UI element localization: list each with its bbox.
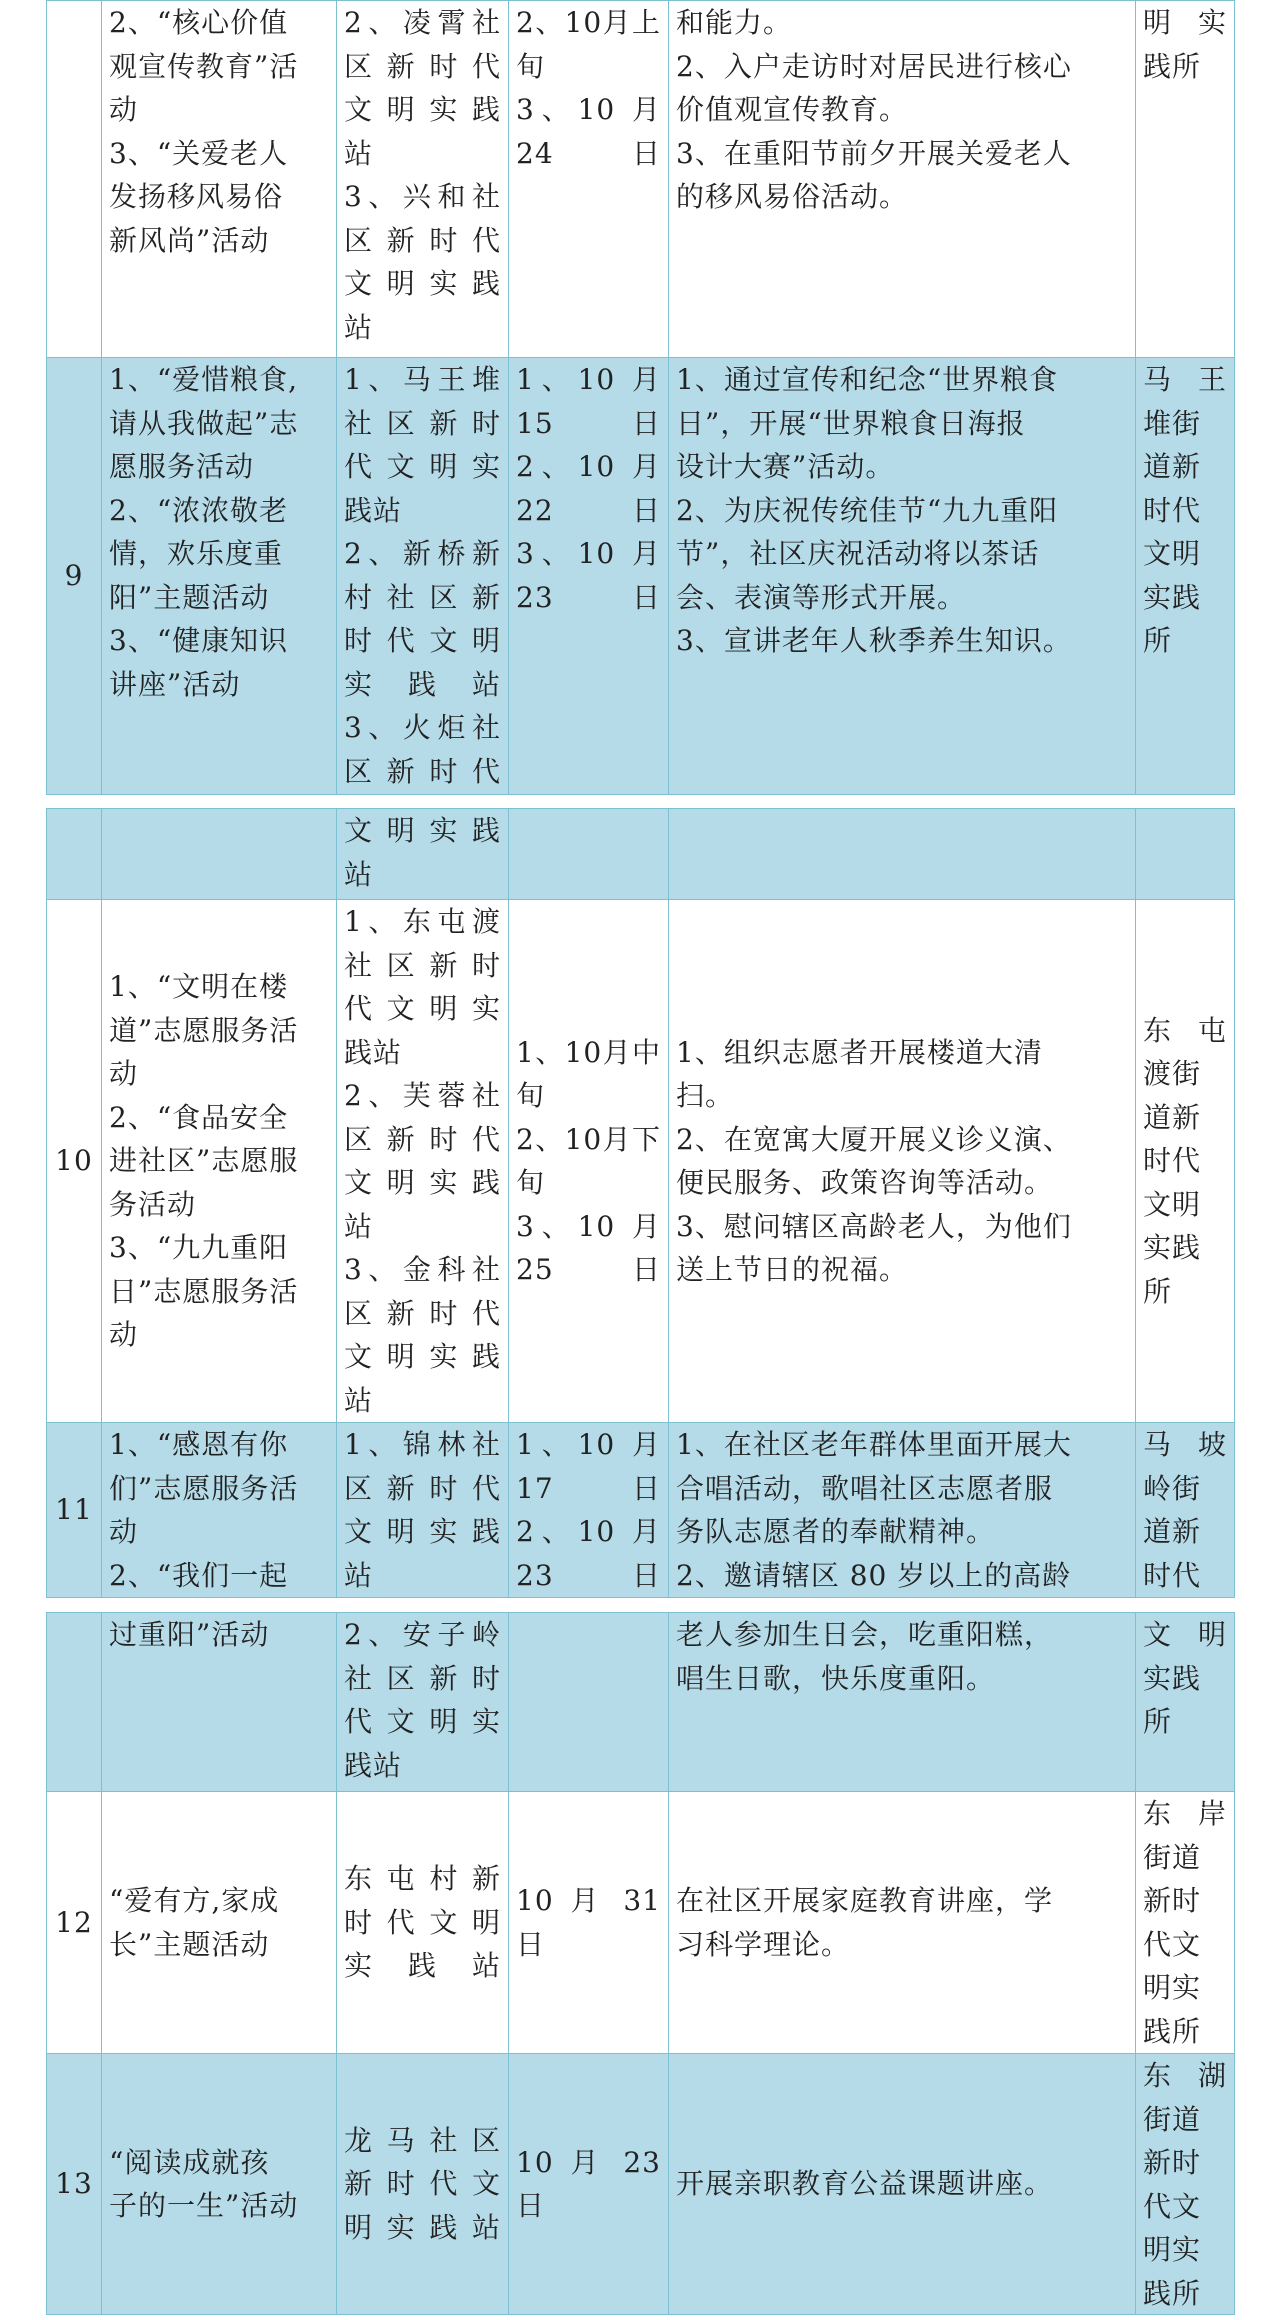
cell-activity (102, 1, 337, 358)
location-line: 区新时代 (344, 223, 501, 257)
cell-content (669, 900, 1136, 1423)
table-row (47, 358, 1235, 795)
cell-content (669, 809, 1136, 900)
org-line: 实践 (1143, 580, 1202, 614)
content-line: 节”，社区庆祝活动将以茶话 (676, 537, 1040, 570)
location-line: 文明实践 (344, 1166, 501, 1199)
content-line: 设计大赛”活动。 (676, 450, 895, 483)
cell-location (337, 358, 509, 795)
org-line: 时代 (1143, 1558, 1202, 1592)
cell-num (47, 1613, 102, 1792)
activity-table-part-1 (46, 0, 1235, 795)
activity-line: 2、“浓浓敬老 (109, 493, 289, 527)
location-line: 站 (344, 1209, 374, 1243)
cell-org (1136, 809, 1235, 900)
table-row (47, 1, 1235, 358)
content-line: 在社区开展家庭教育讲座，学 (676, 1884, 1054, 1917)
activity-line: 2、“我们一起 (109, 1558, 289, 1592)
location-line: 区新时代 (344, 1471, 501, 1505)
time-line: 2、10月下 (516, 1122, 661, 1156)
location-line: 文明实践 (344, 93, 501, 126)
table-row (47, 1613, 1235, 1792)
cell-num: 12 (47, 1792, 102, 2054)
location-line: 区新时代 (344, 1122, 501, 1156)
location-line: 实践站 (344, 667, 501, 701)
activity-line: 1、“感恩有你 (109, 1428, 289, 1461)
org-line: 践所 (1143, 49, 1202, 83)
location-line: 站 (344, 1558, 374, 1592)
org-line: 所 (1143, 1274, 1173, 1308)
cell-org (1136, 1792, 1235, 2054)
location-line: 区新时代 (344, 1296, 501, 1330)
cell-org (1136, 1, 1235, 358)
org-line: 东 湖 (1143, 2059, 1227, 2092)
location-line: 社区新时 (344, 406, 501, 440)
location-line: 代文明实 (344, 450, 501, 483)
org-line: 马 坡 (1143, 1428, 1227, 1461)
org-line: 新时 (1143, 1884, 1202, 1917)
location-line: 1、东屯渡 (344, 905, 501, 938)
content-line: 2、邀请辖区 80 岁以上的高龄 (676, 1558, 1072, 1592)
content-line: 会、表演等形式开展。 (676, 580, 967, 614)
org-line: 明实 (1143, 2233, 1202, 2266)
cell-activity (102, 1613, 337, 1792)
org-line: 道新 (1143, 1515, 1202, 1548)
time-line: 2、10月上 (516, 6, 661, 39)
cell-content (669, 1, 1136, 358)
cell-activity (102, 358, 337, 795)
location-line: 明实践站 (344, 2210, 501, 2244)
content-line: 1、组织志愿者开展楼道大清 (676, 1035, 1043, 1069)
cell-time (509, 1613, 669, 1792)
activity-line: 长”主题活动 (109, 1927, 270, 1961)
org-line: 岭街 (1143, 1471, 1202, 1505)
location-line: 东屯村新 (344, 1862, 501, 1896)
org-line: 道新 (1143, 450, 1202, 483)
time-line: 旬 (516, 1079, 546, 1112)
activity-line: 新风尚”活动 (109, 223, 270, 257)
location-line: 社区新时 (344, 1661, 501, 1695)
table-block-2 (46, 808, 1234, 1598)
table-row (47, 1423, 1235, 1598)
cell-activity (102, 809, 337, 900)
activity-line: 过重阳”活动 (109, 1618, 270, 1651)
time-line: 日 (516, 1927, 546, 1961)
cell-content (669, 1792, 1136, 2054)
content-line: 1、通过宣传和纪念“世界粮食 (676, 363, 1059, 396)
content-line: 价值观宣传教育。 (676, 93, 909, 126)
activity-line: 日”志愿服务活 (109, 1274, 299, 1308)
time-line: 10 月 23 (516, 2145, 661, 2179)
org-line: 道新 (1143, 1100, 1202, 1134)
time-line: 22日 (516, 493, 661, 527)
location-line: 文明实践 (344, 1340, 501, 1373)
location-line: 2、芙蓉社 (344, 1079, 501, 1112)
activity-line: 务活动 (109, 1187, 197, 1221)
time-line: 1、10 月 (516, 1428, 661, 1461)
time-line: 日 (516, 2189, 546, 2222)
location-line: 2、安子岭 (344, 1618, 501, 1651)
location-line: 代文明实 (344, 992, 501, 1025)
time-line: 25日 (516, 1253, 661, 1286)
activity-line: 们”志愿服务活 (109, 1471, 299, 1505)
cell-org (1136, 358, 1235, 795)
time-line: 2、10 月 (516, 450, 661, 483)
cell-time (509, 358, 669, 795)
location-line: 龙马社区 (344, 2123, 501, 2157)
location-line: 时代文明 (344, 1905, 501, 1939)
location-line: 实践站 (344, 1949, 501, 1983)
content-line: 2、为庆祝传统佳节“九九重阳 (676, 493, 1059, 527)
time-line: 3、10 月 (516, 1209, 661, 1243)
activity-line: 动 (109, 1057, 139, 1091)
time-line: 1、10 月 (516, 363, 661, 396)
location-line: 站 (344, 310, 374, 344)
activity-line: 动 (109, 1318, 139, 1352)
activity-line: “阅读成就孩 (109, 2145, 270, 2179)
activity-line: 3、“关爱老人 (109, 136, 289, 170)
cell-location (337, 1613, 509, 1792)
cell-num: 9 (47, 358, 102, 795)
cell-content (669, 1613, 1136, 1792)
org-line: 明 实 (1143, 6, 1227, 39)
location-line: 站 (344, 136, 374, 170)
content-line: 的移风易俗活动。 (676, 180, 909, 213)
content-line: 日”，开展“世界粮食日海报 (676, 406, 1026, 440)
time-line: 3、10 月 (516, 537, 661, 570)
cell-time (509, 1792, 669, 2054)
cell-num: 10 (47, 900, 102, 1423)
activity-line: 道”志愿服务活 (109, 1013, 299, 1047)
content-line: 便民服务、政策咨询等活动。 (676, 1166, 1054, 1199)
org-line: 所 (1143, 1705, 1173, 1738)
time-line: 旬 (516, 1166, 546, 1199)
activity-table-part-3 (46, 1612, 1235, 2315)
activity-line: 愿服务活动 (109, 450, 255, 483)
location-line: 站 (344, 857, 374, 891)
activity-line: 讲座”活动 (109, 667, 241, 701)
org-line: 堆街 (1143, 406, 1202, 440)
cell-content (669, 2054, 1136, 2315)
activity-line: 情，欢乐度重 (109, 537, 284, 570)
content-line: 2、在宽寓大厦开展义诊义演、 (676, 1122, 1072, 1156)
time-line: 1、10月中 (516, 1035, 661, 1069)
org-line: 时代 (1143, 1144, 1202, 1178)
org-line: 践所 (1143, 2014, 1202, 2048)
location-line: 新时代文 (344, 2167, 501, 2201)
time-line: 23日 (516, 580, 661, 614)
location-line: 1、马王堆 (344, 363, 501, 396)
org-line: 文 明 (1143, 1618, 1227, 1651)
org-line: 街道 (1143, 1840, 1202, 1874)
time-line: 10 月 31 (516, 1884, 661, 1917)
location-line: 文明实践 (344, 267, 501, 300)
activity-line: 进社区”志愿服 (109, 1144, 299, 1178)
cell-time (509, 2054, 669, 2315)
location-line: 文明实践 (344, 814, 501, 847)
content-line: 3、在重阳节前夕开展关爱老人 (676, 136, 1072, 170)
cell-activity (102, 1423, 337, 1598)
time-line: 23日 (516, 1558, 661, 1592)
location-line: 3、金科社 (344, 1253, 501, 1286)
location-line: 3、火炬社 (344, 711, 501, 744)
time-line: 旬 (516, 49, 546, 83)
org-line: 践所 (1143, 2276, 1202, 2310)
location-line: 1、锦林社 (344, 1428, 501, 1461)
location-line: 践站 (344, 1035, 403, 1069)
content-line: 送上节日的祝福。 (676, 1253, 909, 1286)
org-line: 马 王 (1143, 363, 1227, 396)
location-line: 区新时代 (344, 754, 501, 788)
cell-content (669, 358, 1136, 795)
table-row (47, 1792, 1235, 2054)
activity-line: 阳”主题活动 (109, 580, 270, 614)
activity-line: 请从我做起”志 (109, 406, 299, 440)
content-line: 务队志愿者的奉献精神。 (676, 1515, 996, 1548)
content-line: 1、在社区老年群体里面开展大 (676, 1428, 1072, 1461)
activity-line: 1、“爱惜粮食, (109, 363, 299, 396)
cell-location (337, 900, 509, 1423)
cell-time (509, 809, 669, 900)
location-line: 时代文明 (344, 624, 501, 657)
time-line: 15日 (516, 406, 661, 440)
org-line: 明实 (1143, 1971, 1202, 2004)
activity-line: 动 (109, 1515, 139, 1548)
activity-line: 子的一生”活动 (109, 2189, 299, 2222)
table-row (47, 900, 1235, 1423)
cell-num (47, 809, 102, 900)
org-line: 渡街 (1143, 1057, 1202, 1091)
content-line: 唱生日歌，快乐度重阳。 (676, 1661, 996, 1695)
content-line: 老人参加生日会，吃重阳糕， (676, 1618, 1054, 1651)
cell-org (1136, 1613, 1235, 1792)
cell-location (337, 1792, 509, 2054)
time-line: 2、10 月 (516, 1515, 661, 1548)
cell-num: 11 (47, 1423, 102, 1598)
location-line: 社区新时 (344, 948, 501, 982)
org-line: 新时 (1143, 2146, 1202, 2179)
activity-line: 2、“食品安全 (109, 1100, 289, 1134)
activity-line: 发扬移风易俗 (109, 180, 284, 213)
cell-content (669, 1423, 1136, 1598)
cell-location (337, 1, 509, 358)
cell-org (1136, 1423, 1235, 1598)
cell-activity (102, 1792, 337, 2054)
content-line: 2、入户走访时对居民进行核心 (676, 49, 1072, 83)
table-row (47, 2054, 1235, 2315)
cell-org (1136, 900, 1235, 1423)
cell-time (509, 1423, 669, 1598)
time-line: 17日 (516, 1471, 661, 1505)
table-row (47, 809, 1235, 900)
content-line: 开展亲职教育公益课题讲座。 (676, 2167, 1054, 2201)
org-line: 文明 (1143, 1187, 1202, 1221)
location-line: 3、兴和社 (344, 180, 501, 213)
org-line: 代文 (1143, 1927, 1202, 1961)
location-line: 区新时代 (344, 49, 501, 83)
content-line: 和能力。 (676, 6, 793, 39)
location-line: 2、凌霄社 (344, 6, 501, 39)
location-line: 站 (344, 1383, 374, 1417)
time-line: 3、10 月 (516, 93, 661, 126)
cell-time (509, 1, 669, 358)
org-line: 东 屯 (1143, 1013, 1227, 1047)
activity-line: 观宣传教育”活 (109, 49, 299, 83)
org-line: 所 (1143, 624, 1173, 657)
activity-line: 3、“健康知识 (109, 624, 289, 657)
cell-activity (102, 2054, 337, 2315)
cell-location (337, 2054, 509, 2315)
org-line: 实践 (1143, 1661, 1202, 1695)
org-line: 街道 (1143, 2102, 1202, 2136)
table-block-1 (46, 0, 1234, 795)
content-line: 3、慰问辖区高龄老人，为他们 (676, 1209, 1072, 1243)
table-block-3 (46, 1612, 1234, 2315)
cell-num: 13 (47, 2054, 102, 2315)
cell-time (509, 900, 669, 1423)
content-line: 合唱活动，歌唱社区志愿者服 (676, 1471, 1054, 1505)
activity-line: 1、“文明在楼 (109, 970, 289, 1004)
time-line: 24日 (516, 136, 661, 170)
activity-table-part-2 (46, 808, 1235, 1598)
org-line: 时代 (1143, 493, 1202, 527)
org-line: 代文 (1143, 2189, 1202, 2223)
activity-line: 3、“九九重阳 (109, 1231, 289, 1265)
location-line: 代文明实 (344, 1705, 501, 1738)
org-line: 文明 (1143, 537, 1202, 570)
content-line: 3、宣讲老年人秋季养生知识。 (676, 624, 1072, 657)
activity-line: 2、“核心价值 (109, 6, 289, 39)
location-line: 践站 (344, 1748, 403, 1782)
cell-location (337, 1423, 509, 1598)
location-line: 村社区新 (344, 580, 501, 614)
location-line: 2、新桥新 (344, 537, 501, 570)
content-line: 扫。 (676, 1079, 735, 1112)
cell-activity (102, 900, 337, 1423)
content-line: 习科学理论。 (676, 1927, 851, 1961)
org-line: 实践 (1143, 1231, 1202, 1265)
cell-num (47, 1, 102, 358)
location-line: 践站 (344, 493, 403, 527)
cell-location (337, 809, 509, 900)
activity-line: “爱有方,家成 (109, 1884, 280, 1917)
org-line: 东 岸 (1143, 1797, 1227, 1830)
location-line: 文明实践 (344, 1515, 501, 1548)
activity-line: 动 (109, 93, 139, 126)
cell-org (1136, 2054, 1235, 2315)
